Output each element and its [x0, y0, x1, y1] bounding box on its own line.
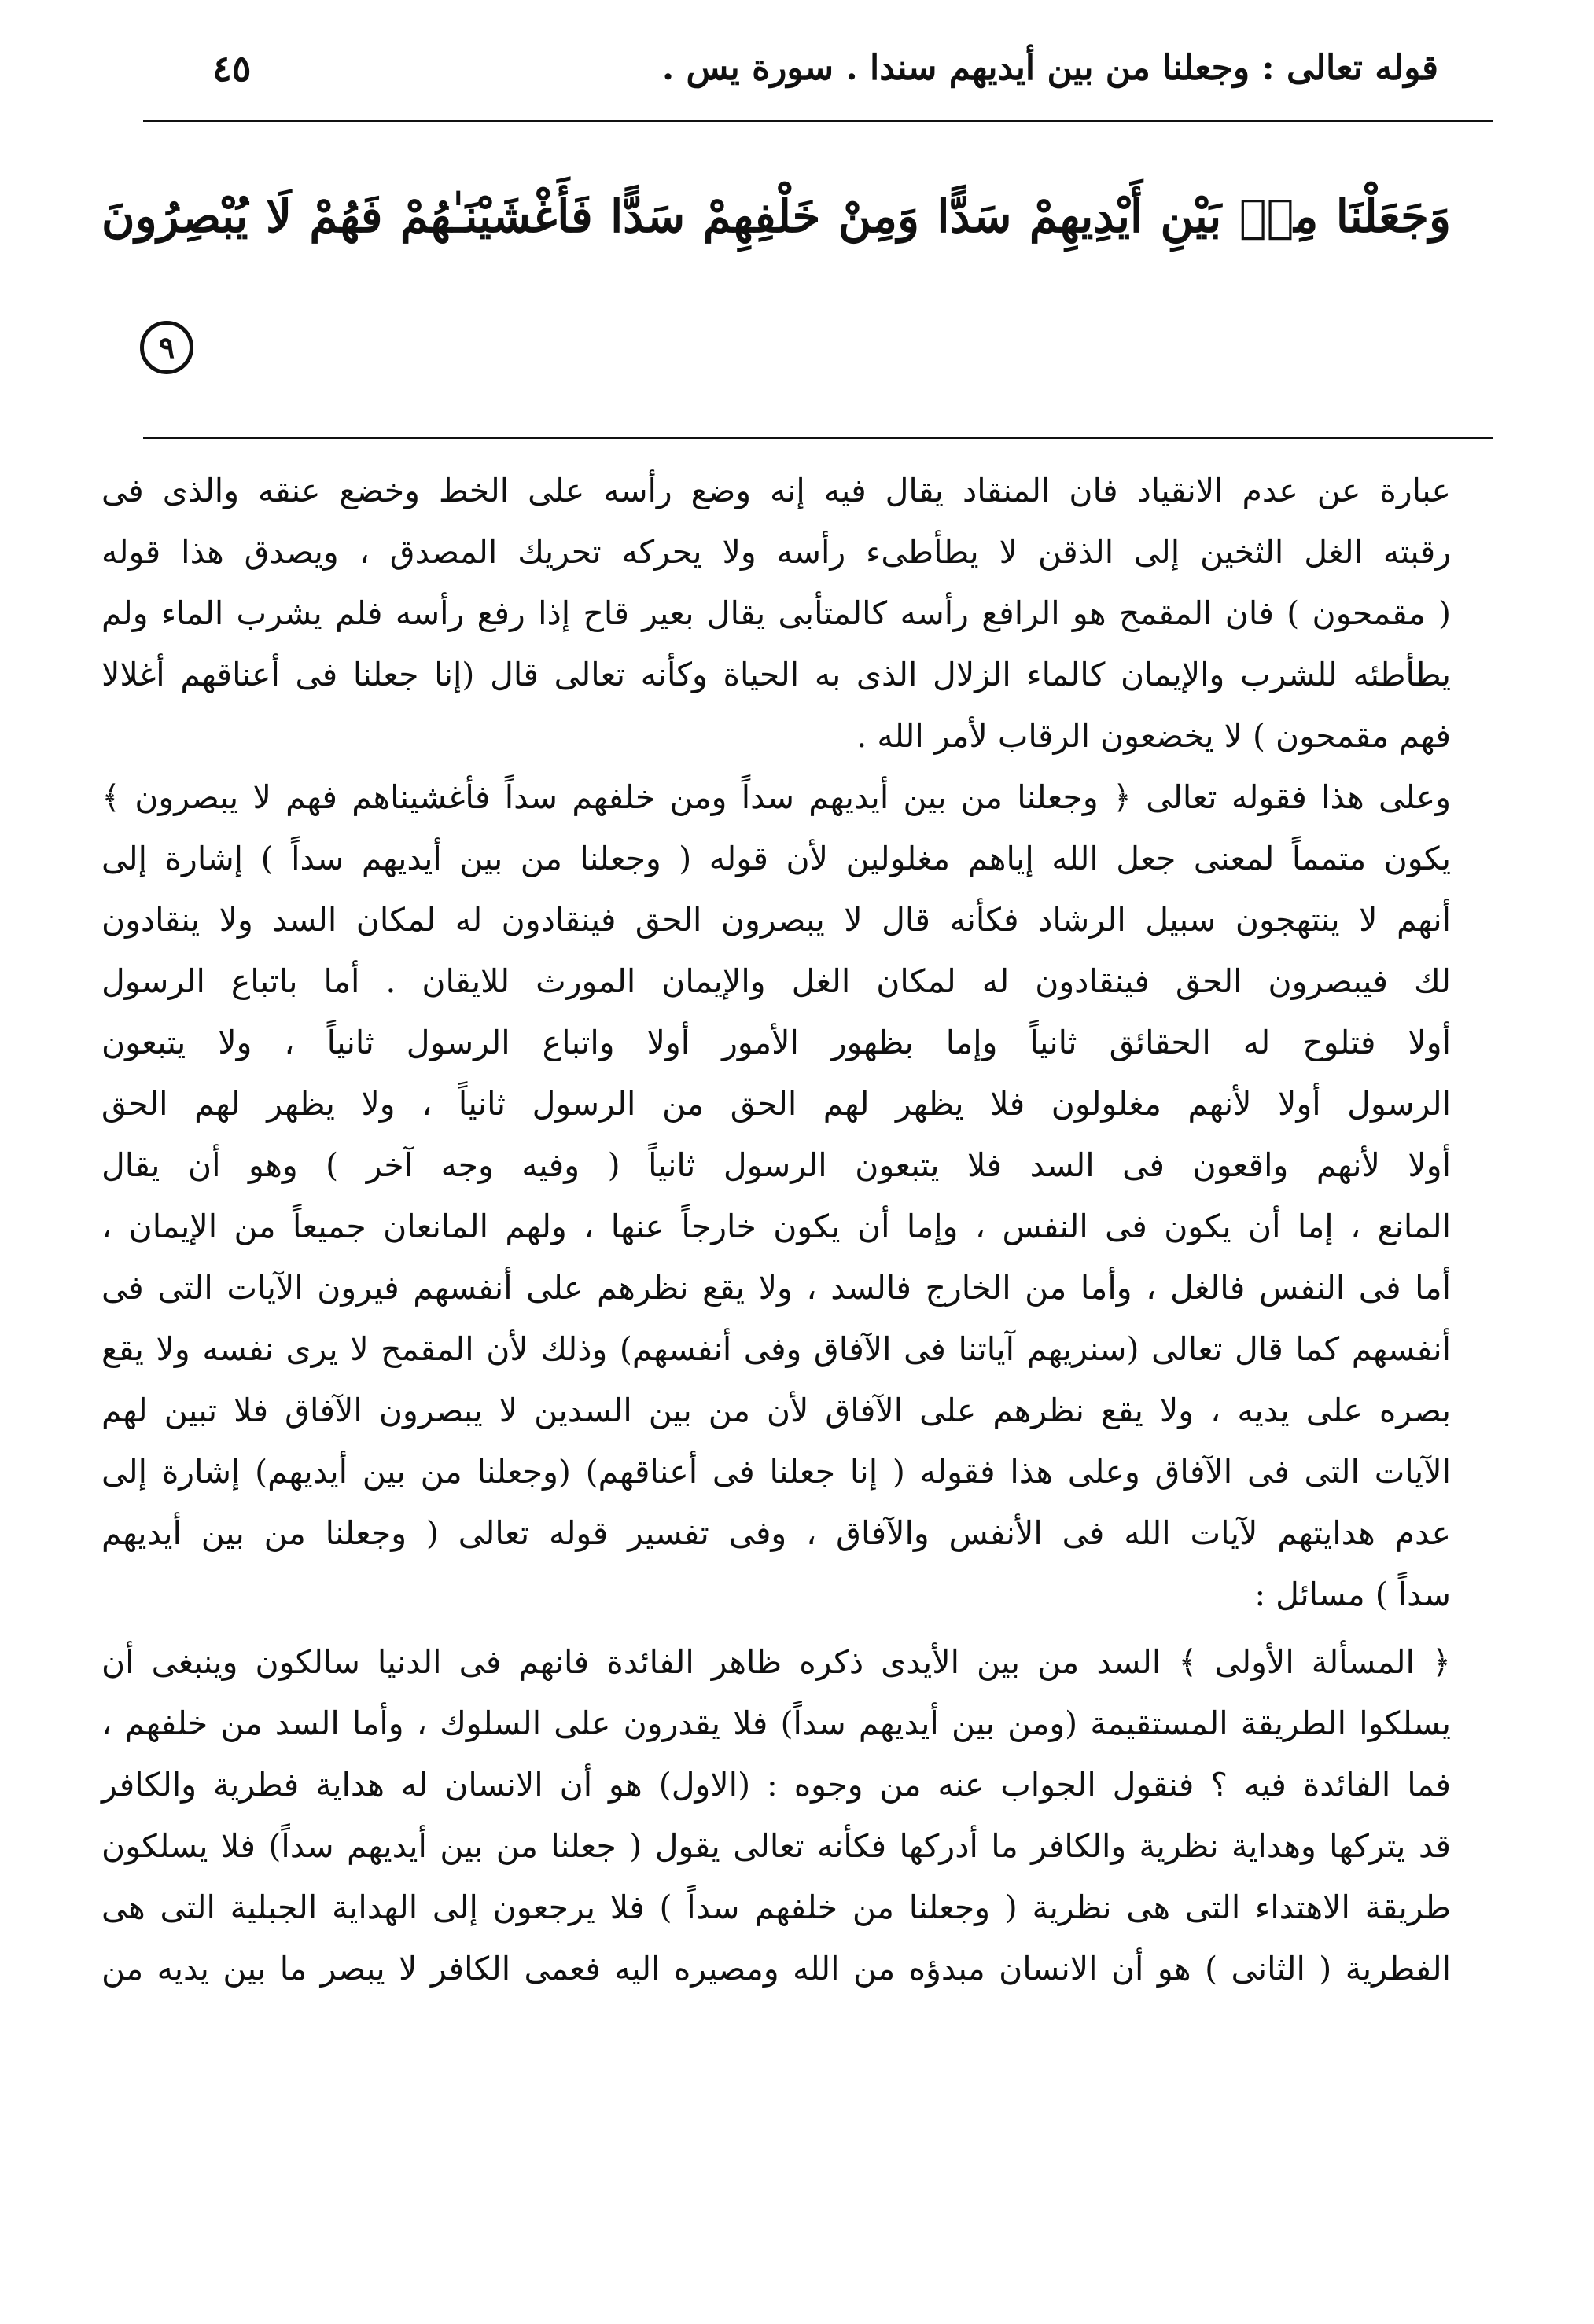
quran-verse: وَجَعَلْنَا مِنۢ بَيْنِ أَيْدِيهِمْ سَدًّا وَمِنْ خَلْفِهِمْ سَدًّا فَأَغْشَيْنَـٰهُمْ فَهُمْ لَا يُبْصِرُونَ	[101, 189, 1451, 243]
text-line: عدم هدايتهم لآيات الله فى الأنفس والآفاق ، وفى تفسير قوله تعالى ( وجعلنا من بين أيديهم	[101, 1514, 1451, 1552]
header-rule	[143, 120, 1493, 122]
text-line: طريقة الاهتداء التى هى نظرية ( وجعلنا من خلفهم سداً ) فلا يرجعون إلى الهداية الجبلية التى هى	[101, 1888, 1451, 1926]
text-line: يطأطئه للشرب والإيمان كالماء الزلال الذى به الحياة وكأنه تعالى قال (إنا جعلنا فى أعناقهم أغلالا	[101, 656, 1451, 693]
page-number: ٤٥	[212, 47, 252, 90]
text-line: عبارة عن عدم الانقياد فان المنقاد يقال فيه إنه وضع رأسه على الخط وخضع عنقه والذى فى	[101, 472, 1451, 509]
text-line: لك فيبصرون الحق فينقادون له لمكان الغل والإيمان المورث للايقان . أما باتباع الرسول	[101, 962, 1451, 1000]
text-line: الآيات التى فى الآفاق وعلى هذا فقوله ( إنا جعلنا فى أعناقهم) (وجعلنا من بين أيديهم) إشارة إلى	[101, 1453, 1451, 1491]
verse-number-marker: ٩	[140, 321, 193, 374]
text-line: ﴿ المسألة الأولى ﴾ السد من بين الأيدى ذكره ظاهر الفائدة فانهم فى الدنيا سالكون وينبغى أن	[101, 1643, 1451, 1681]
text-line: أولا فتلوح له الحقائق ثانياً وإما بظهور الأمور أولا واتباع الرسول ثانياً ، ولا يتبعون	[101, 1024, 1451, 1061]
verse-separator-rule	[143, 437, 1493, 439]
page-header	[118, 41, 1438, 96]
commentary-text	[101, 460, 1451, 1999]
text-line: رقبته الغل الثخين إلى الذقن لا يطأطىء رأسه ولا يحركه تحريك المصدق ، ويصدق هذا قوله	[101, 533, 1451, 571]
text-line: وعلى هذا فقوله تعالى ﴿ وجعلنا من بين أيديهم سداً ومن خلفهم سداً فأغشيناهم فهم لا يبصرون ﴾	[101, 778, 1451, 816]
text-line: أنفسهم كما قال تعالى (سنريهم آياتنا فى الآفاق وفى أنفسهم) وذلك لأن المقمح لا يرى نفسه ولا يقع	[101, 1330, 1451, 1368]
running-head: قوله تعالى : وجعلنا من بين أيديهم سندا . سورة يس .	[661, 48, 1438, 88]
text-line: بصره على يديه ، ولا يقع نظرهم على الآفاق لأن من بين السدين لا يبصرون الآفاق فلا تبين لهم	[101, 1392, 1451, 1429]
text-line: المانع ، إما أن يكون فى النفس ، وإما أن يكون خارجاً عنها ، ولهم المانعان جميعاً من الإيمان ،	[101, 1208, 1451, 1245]
text-line: فما الفائدة فيه ؟ فنقول الجواب عنه من وجوه : (الاول) هو أن الانسان له هداية فطرية والكافر	[101, 1766, 1451, 1804]
text-line: قد يتركها وهداية نظرية والكافر ما أدركها فكأنه تعالى يقول ( جعلنا من بين أيديهم سداً) فلا يسلكون	[101, 1827, 1451, 1865]
paragraph-gap	[101, 1625, 1451, 1631]
text-line: أما فى النفس فالغل ، وأما من الخارج فالسد ، ولا يقع نظرهم على أنفسهم فيرون الآيات التى فى	[101, 1269, 1451, 1307]
text-line: الرسول أولا لأنهم مغلولون فلا يظهر لهم الحق من الرسول ثانياً ، ولا يظهر لهم الحق	[101, 1085, 1451, 1123]
text-line: سداً ) مسائل :	[1254, 1576, 1451, 1613]
text-line: الفطرية ( الثانى ) هو أن الانسان مبدؤه من الله ومصيره اليه فعمى الكافر لا يبصر ما بين يديه من	[101, 1950, 1451, 1988]
text-line: ( مقمحون ) فان المقمح هو الرافع رأسه كالمتأبى يقال بعير قاح إذا رفع رأسه فلم يشرب الماء ولم	[101, 594, 1451, 632]
text-line: فهم مقمحون ) لا يخضعون الرقاب لأمر الله .	[856, 717, 1451, 755]
text-line: يكون متمماً لمعنى جعل الله إياهم مغلولين لأن قوله ( وجعلنا من بين أيديهم سداً ) إشارة إلى	[101, 840, 1451, 877]
text-line: أنهم لا ينتهجون سبيل الرشاد فكأنه قال لا يبصرون الحق فينقادون له لمكان السد ولا ينقادون	[101, 901, 1451, 939]
text-line: أولا لأنهم واقعون فى السد فلا يتبعون الرسول ثانياً ( وفيه وجه آخر ) وهو أن يقال	[101, 1146, 1451, 1184]
text-line: يسلكوا الطريقة المستقيمة (ومن بين أيديهم سداً) فلا يقدرون على السلوك ، وأما السد من خلفهم ،	[101, 1704, 1451, 1742]
